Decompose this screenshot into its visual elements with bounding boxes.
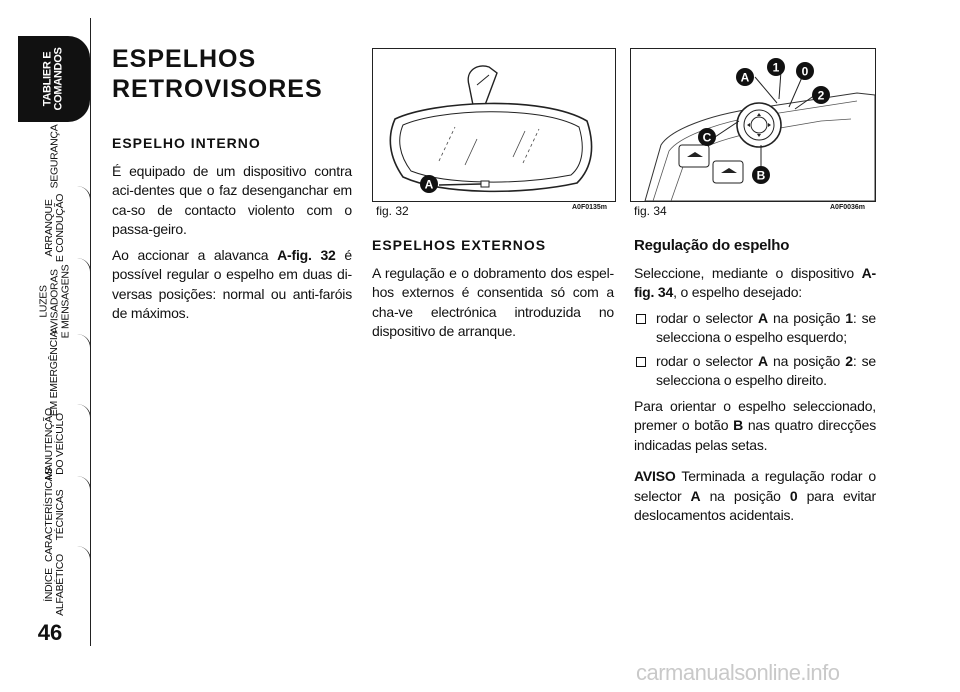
tab-label: LUZES AVISADORAS E MENSAGENS <box>37 264 72 338</box>
callout-label: A <box>740 70 750 85</box>
section-heading: Regulação do espelho <box>634 237 790 254</box>
mirror-control-illustration <box>631 49 875 201</box>
tab-label: MANUTENÇÃO DO VEÍCULO <box>43 408 67 480</box>
warning-label: AVISO <box>634 468 676 484</box>
instruction-list <box>634 309 876 391</box>
warning-paragraph: AVISO Terminada a regulação rodar o selector A na posição 0 para evitar deslocamentos acidentais. <box>634 468 876 523</box>
tab-seguranca[interactable] <box>20 124 90 188</box>
tab-caracteristicas-tecnicas[interactable] <box>20 467 90 563</box>
tab-arranque-conducao[interactable] <box>20 193 90 263</box>
figure-code: A0F0036m <box>830 204 866 211</box>
figure-code: A0F0135m <box>572 204 608 211</box>
figure-reference: A-fig. 32 <box>277 246 336 263</box>
figure-34-mirror-control <box>630 48 876 202</box>
column-1 <box>112 134 352 330</box>
title-line: RETROVISORES <box>112 75 323 103</box>
section-heading: ESPELHOS EXTERNOS <box>372 237 547 253</box>
page-title <box>112 44 323 104</box>
tab-label: EM EMERGÊNCIA <box>48 330 61 416</box>
tab-label: ARRANQUE E CONDUÇÃO <box>43 193 66 263</box>
tab-em-emergencia[interactable] <box>20 330 90 416</box>
paragraph: Para orientar o espelho seleccionado, premer o botão B nas quatro direcções indicadas pelas setas. <box>634 397 876 453</box>
tab-label: CARACTERÍSTICAS TÉCNICAS <box>43 467 67 563</box>
tab-indice-alfabetico[interactable] <box>20 552 90 618</box>
tab-label: ÍNDICE ALFABÉTICO <box>43 554 66 616</box>
paragraph: É equipado de um dispositivo contra aci-dentes que o faz desenganchar em ca-so de contacto violento com o passa-geiro. <box>112 162 352 237</box>
callout-label: C <box>702 130 712 145</box>
column-2 <box>372 236 614 348</box>
tab-label: TABLIER E COMANDOS <box>41 47 64 111</box>
column-3 <box>634 236 876 532</box>
page-number: 46 <box>37 620 63 645</box>
figure-caption: fig. 34 <box>634 204 667 218</box>
callout-label: 1 <box>772 60 780 75</box>
title-line: ESPELHOS <box>112 45 257 73</box>
section-heading: ESPELHO INTERNO <box>112 135 261 151</box>
list-item: rodar o selector A na posição 1: se selecciona o espelho esquerdo; <box>634 309 876 348</box>
paragraph: Ao accionar a alavanca A-fig. 32 é possível regular o espelho em duas di-versas posições: normal ou anti-faróis de máximos. <box>112 246 353 321</box>
paragraph: A regulação e o dobramento dos espel-hos externos é consentida só com a cha-ve electrónica introduzida no dispositivo de arranque. <box>372 264 614 339</box>
callout-label: A <box>424 177 434 192</box>
callout-label: 2 <box>817 88 825 103</box>
figure-caption: fig. 32 <box>376 204 409 218</box>
callout-label: 0 <box>801 64 809 79</box>
sidebar-divider <box>90 18 91 646</box>
figure-32-rearview-mirror <box>372 48 616 202</box>
tab-luzes-avisadoras[interactable] <box>20 266 90 336</box>
watermark: carmanualsonline.info <box>636 660 840 685</box>
callout-label: B <box>756 168 766 183</box>
figure-reference: A-fig. 34 <box>634 264 876 300</box>
tab-label: SEGURANÇA <box>48 124 61 188</box>
rearview-mirror-illustration <box>373 49 615 201</box>
paragraph: Seleccione, mediante o dispositivo A-fig. 34, o espelho desejado: <box>634 264 876 300</box>
tab-tablier-comandos[interactable] <box>18 36 90 122</box>
list-item: rodar o selector A na posição 2: se selecciona o espelho direito. <box>634 352 876 391</box>
